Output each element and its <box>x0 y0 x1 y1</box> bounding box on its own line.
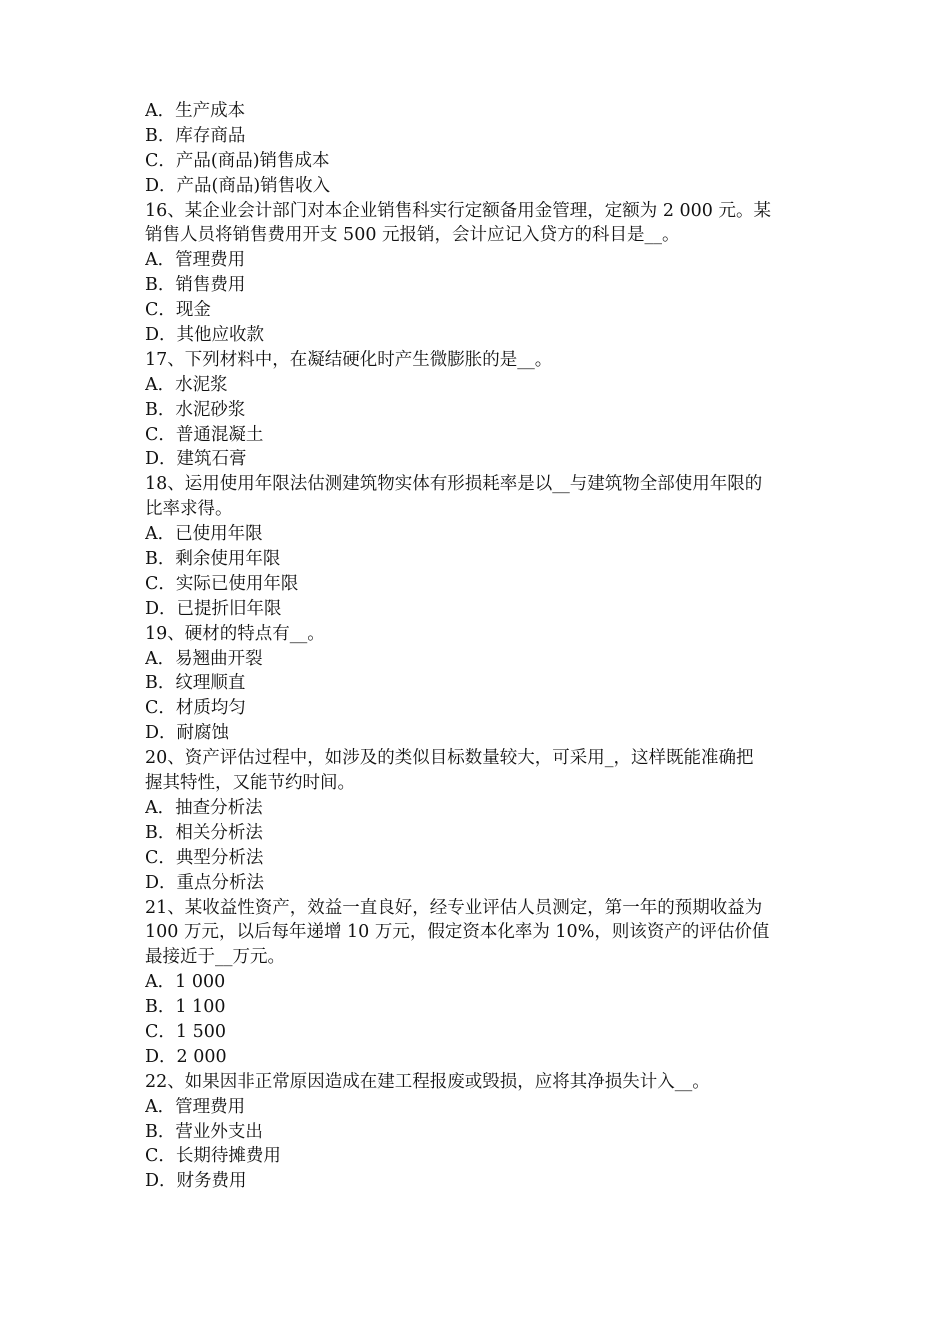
option-line: B．销售费用 <box>145 275 246 296</box>
question-21-line-3: 最接近于__万元。 <box>145 947 285 968</box>
question-21-line-1: 21、某收益性资产，效益一直良好，经专业评估人员测定，第一年的预期收益为 <box>145 897 763 918</box>
option-line: C．材质均匀 <box>145 698 246 719</box>
option-line: B．营业外支出 <box>145 1121 263 1142</box>
question-19-line-1: 19、硬材的特点有__。 <box>145 623 325 644</box>
option-line: C．产品(商品)销售成本 <box>145 150 330 171</box>
option-line: D．财务费用 <box>145 1171 247 1192</box>
option-line: B．水泥砂浆 <box>145 399 246 420</box>
option-line: A．易翘曲开裂 <box>145 648 263 669</box>
option-line: A．管理费用 <box>145 250 246 271</box>
question-16-line-2: 销售人员将销售费用开支 500 元报销，会计应记入贷方的科目是__。 <box>145 225 680 246</box>
option-line: B．剩余使用年限 <box>145 549 281 570</box>
option-line: A．抽查分析法 <box>145 797 263 818</box>
question-20-line-1: 20、资产评估过程中，如涉及的类似目标数量较大，可采用_，这样既能准确把 <box>145 748 754 769</box>
question-22-line-1: 22、如果因非正常原因造成在建工程报废或毁损，应将其净损失计入__。 <box>145 1071 710 1092</box>
option-line: A．1 000 <box>145 972 226 993</box>
option-line: C．普通混凝土 <box>145 424 264 445</box>
option-line: A．水泥浆 <box>145 374 228 395</box>
question-18-line-2: 比率求得。 <box>145 499 233 520</box>
option-line: D．建筑石膏 <box>145 449 247 470</box>
option-line: C．实际已使用年限 <box>145 573 299 594</box>
question-16-line-1: 16、某企业会计部门对本企业销售科实行定额备用金管理，定额为 2 000 元。某 <box>145 200 771 221</box>
option-line: C．1 500 <box>145 1021 226 1042</box>
option-line: B．纹理顺直 <box>145 673 246 694</box>
option-line: C．长期待摊费用 <box>145 1146 281 1167</box>
option-line: A．生产成本 <box>145 101 246 121</box>
question-20-line-2: 握其特性，又能节约时间。 <box>145 773 355 794</box>
option-line: D．2 000 <box>145 1046 227 1067</box>
option-line: D．已提折旧年限 <box>145 598 282 619</box>
option-line: A．已使用年限 <box>145 524 263 545</box>
option-line: C．典型分析法 <box>145 847 264 868</box>
question-18-line-1: 18、运用使用年限法估测建筑物实体有形损耗率是以__与建筑物全部使用年限的 <box>145 474 763 495</box>
option-line: D．耐腐蚀 <box>145 723 230 744</box>
option-line: B．相关分析法 <box>145 822 263 843</box>
option-line: C．现金 <box>145 300 211 321</box>
question-17-line-1: 17、下列材料中，在凝结硬化时产生微膨胀的是__。 <box>145 349 553 370</box>
question-21-line-2: 100 万元，以后每年递增 10 万元，假定资本化率为 10%，则该资产的评估价值 <box>145 922 770 943</box>
option-line: D．其他应收款 <box>145 325 265 346</box>
option-line: A．管理费用 <box>145 1096 246 1117</box>
document-page <box>145 99 817 1194</box>
option-line: D．产品(商品)销售收入 <box>145 175 331 196</box>
option-line: B．1 100 <box>145 997 226 1018</box>
option-line: B．库存商品 <box>145 125 246 146</box>
option-line: D．重点分析法 <box>145 872 265 893</box>
